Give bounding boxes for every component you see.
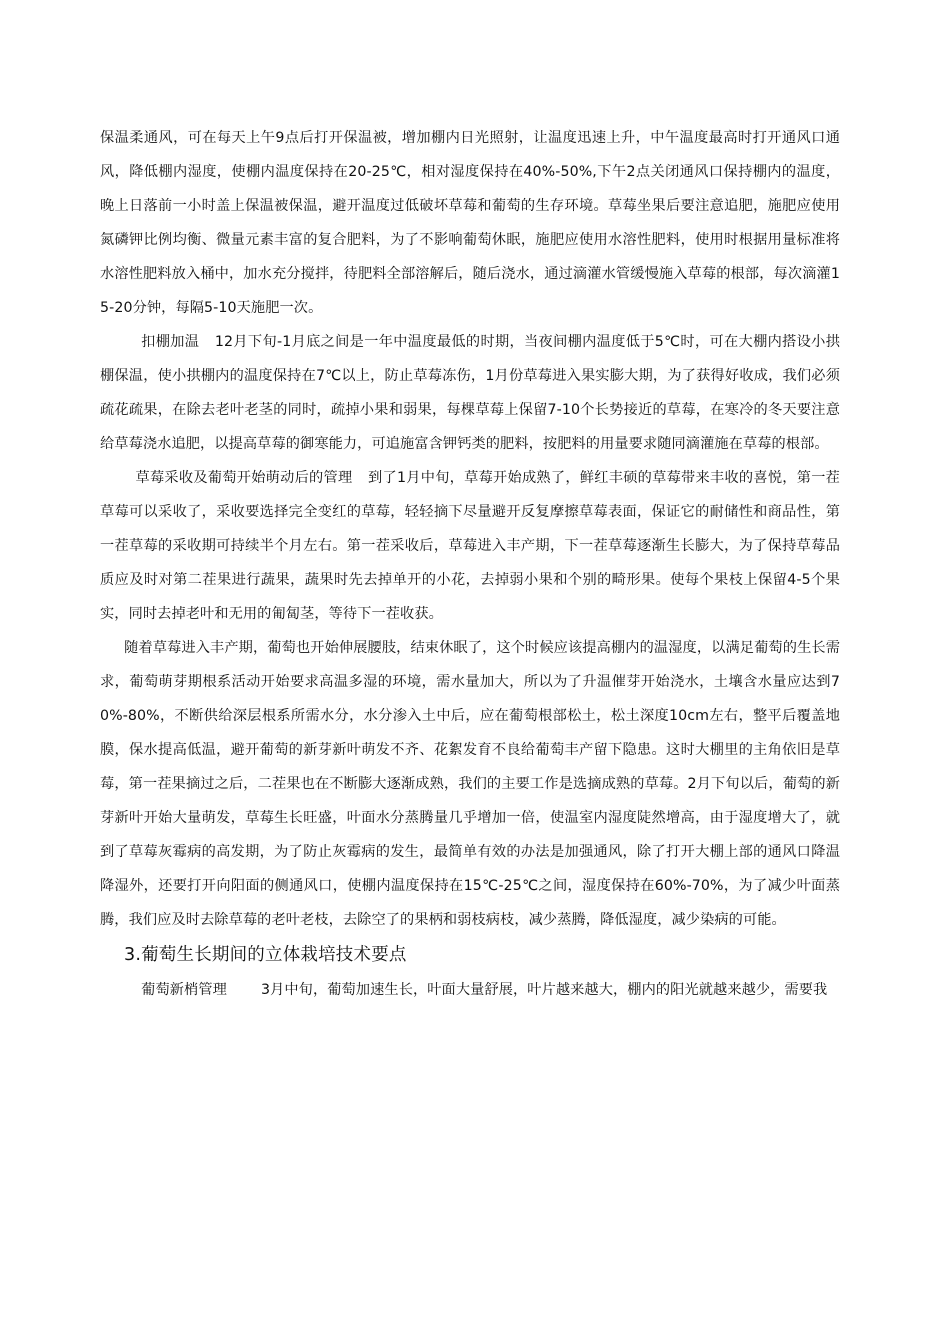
paragraph-text: 保温柔通风，可在每天上午9点后打开保温被，增加棚内日光照射，让温度迅速上升，中午温度最高时打开通风口通风，降低棚内湿度，使棚内温度保持在20-25℃，相对湿度保持在40%-50%,下午2点关闭通风口保持棚内的温度，晚上日落前一小时盖上保温被保温，避开温度过低破坏草莓和葡萄的生存环境。草莓坐果后要注意追肥，施肥应使用氮磷钾比例均衡、微量元素丰富的复合肥料，为了不影响葡萄休眠，施肥应使用水溶性肥料，使用时根据用量标准将水溶性肥料放入桶中，加水充分搅拌，待肥料全部溶解后，随后浇水，通过滴灌水管缓慢施入草莓的根部，每次滴灌15-20分钟，每隔5-10天施肥一次。 bbox=[100, 130, 840, 316]
paragraph-grape-budding bbox=[100, 631, 840, 937]
paragraph-lead-term: 葡萄新梢管理 bbox=[141, 982, 227, 998]
paragraph-strawberry-harvest bbox=[100, 461, 840, 631]
paragraph-ventilation-fertilizing bbox=[100, 121, 840, 325]
paragraph-text: 12月下旬-1月底之间是一年中温度最低的时期，当夜间棚内温度低于5℃时，可在大棚内搭设小拱棚保温，使小拱棚内的温度保持在7℃以上，防止草莓冻伤，1月份草莓进入果实膨大期，为了获得好收成，我们必须疏花疏果，在除去老叶老茎的同时，疏掉小果和弱果，每棵草莓上保留7-10个长势接近的草莓，在寒冷的冬天要注意给草莓浇水追肥，以提高草莓的御寒能力，可追施富含钾钙类的肥料，按肥料的用量要求随同滴灌施在草莓的根部。 bbox=[100, 334, 840, 452]
section-heading: 3.葡萄生长期间的立体栽培技术要点 bbox=[124, 945, 407, 965]
document-page bbox=[100, 121, 840, 1007]
paragraph-lead-term: 扣棚加温 bbox=[141, 334, 200, 350]
paragraph-text: 随着草莓进入丰产期，葡萄也开始伸展腰肢，结束休眠了，这个时候应该提高棚内的温湿度，以满足葡萄的生长需求，葡萄萌芽期根系活动开始要求高温多湿的环境，需水量加大，所以为了升温催芽开始浇水，土壤含水量应达到70%-80%，不断供给深层根系所需水分，水分渗入土中后，应在葡萄根部松土，松土深度10cm左右，整平后覆盖地膜，保水提高低温，避开葡萄的新芽新叶萌发不齐、花絮发育不良给葡萄丰产留下隐患。这时大棚里的主角依旧是草莓，第一茬果摘过之后，二茬果也在不断膨大逐渐成熟，我们的主要工作是选摘成熟的草莓。2月下旬以后，葡萄的新芽新叶开始大量萌发，草莓生长旺盛，叶面水分蒸腾量几乎增加一倍，使温室内湿度陡然增高，由于湿度增大了，就到了草莓灰霉病的高发期，为了防止灰霉病的发生，最简单有效的办法是加强通风，除了打开大棚上部的通风口降温降湿外，还要打开向阳面的侧通风口，使棚内温度保持在15℃-25℃之间，湿度保持在60%-70%，为了减少叶面蒸腾，我们应及时去除草莓的老叶老枝，去除空了的果柄和弱枝病枝，减少蒸腾，降低湿度，减少染病的可能。 bbox=[100, 640, 840, 928]
paragraph-text: 到了1月中旬，草莓开始成熟了，鲜红丰硕的草莓带来丰收的喜悦，第一茬草莓可以采收了，采收要选择完全变红的草莓，轻轻摘下尽量避开反复摩擦草莓表面，保证它的耐储性和商品性，第一茬草莓的采收期可持续半个月左右。第一茬采收后，草莓进入丰产期，下一茬草莓逐渐生长膨大，为了保持草莓品质应及时对第二茬果进行蔬果，蔬果时先去掉单开的小花，去掉弱小果和个别的畸形果。使每个果枝上保留4-5个果实，同时去掉老叶和无用的匍匐茎，等待下一茬收获。 bbox=[100, 470, 840, 622]
paragraph-shed-heating bbox=[100, 325, 840, 461]
paragraph-text: 3月中旬，葡萄加速生长，叶面大量舒展，叶片越来越大，棚内的阳光就越来越少，需要我 bbox=[260, 982, 828, 998]
paragraph-lead-term: 草莓采收及葡萄开始萌动后的管理 bbox=[135, 470, 353, 486]
paragraph-grape-shoot-management bbox=[100, 973, 840, 1007]
